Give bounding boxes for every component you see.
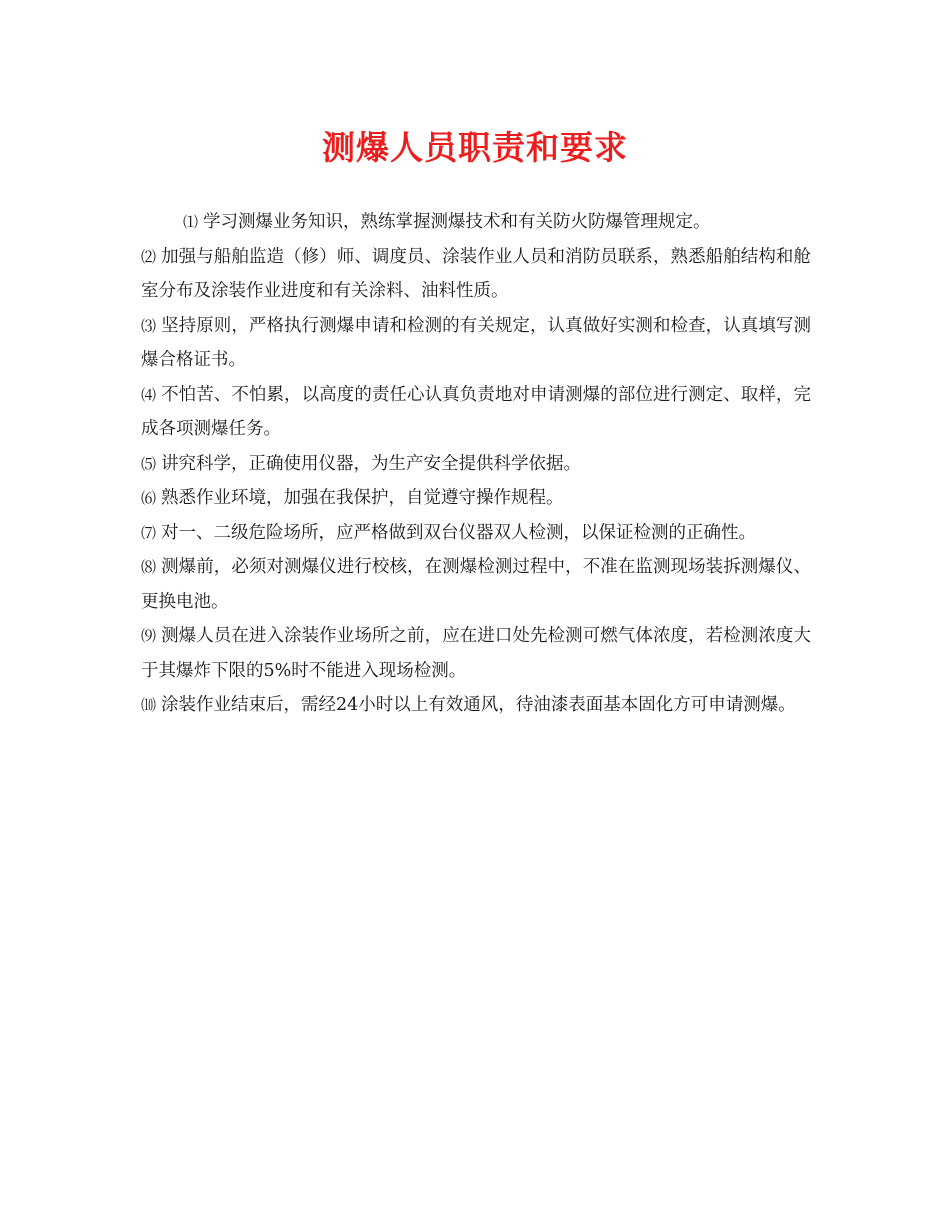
list-item	[141, 516, 811, 551]
item-number: ⑺	[141, 523, 157, 542]
item-number: ⑻	[141, 558, 157, 576]
item-text: 涂装作业结束后，需经24小时以上有效通风，待油漆表面基本固化方可申请测爆。	[161, 695, 796, 715]
item-number: ⑸	[141, 454, 157, 473]
item-number: ⑴	[183, 213, 199, 231]
item-text: 讲究科学，正确使用仪器，为生产安全提供科学依据。	[161, 453, 582, 474]
item-number: ⑽	[141, 696, 157, 714]
item-text: 对一、二级危险场所，应严格做到双台仪器双人检测，以保证检测的正确性。	[161, 522, 757, 543]
list-item	[141, 378, 811, 447]
item-number: ⑶	[141, 316, 157, 335]
list-item	[141, 688, 811, 723]
item-text: 加强与船舶监造（修）师、调度员、涂装作业人员和消防员联系，熟悉船舶结构和舱室分布及涂装作业进度和有关涂料、油料性质。	[141, 246, 811, 301]
list-item	[141, 205, 811, 240]
list-item	[141, 481, 811, 516]
item-number: ⑵	[141, 247, 157, 266]
list-item	[141, 447, 811, 482]
list-item	[141, 550, 811, 619]
list-item	[141, 309, 811, 378]
item-text: 熟悉作业环境，加强在我保护，自觉遵守操作规程。	[161, 488, 564, 508]
document-body	[141, 205, 811, 723]
list-item	[141, 619, 811, 688]
item-number: ⑷	[141, 385, 157, 404]
item-number: ⑹	[141, 489, 157, 507]
item-text: 测爆人员在进入涂装作业场所之前，应在进口处先检测可燃气体浓度，若检测浓度大于其爆炸下限的5%时不能进入现场检测。	[141, 626, 811, 681]
item-text: 学习测爆业务知识，熟练掌握测爆技术和有关防火防爆管理规定。	[203, 212, 711, 232]
list-item	[141, 240, 811, 309]
item-text: 测爆前，必须对测爆仪进行校核，在测爆检测过程中，不准在监测现场装拆测爆仪、更换电池。	[141, 557, 811, 612]
item-number: ⑼	[141, 627, 157, 645]
item-text: 不怕苦、不怕累，以高度的责任心认真负责地对申请测爆的部位进行测定、取样，完成各项测爆任务。	[141, 384, 811, 439]
item-text: 坚持原则，严格执行测爆申请和检测的有关规定，认真做好实测和检查，认真填写测爆合格证书。	[141, 315, 811, 370]
document-title: 测爆人员职责和要求	[322, 128, 628, 167]
